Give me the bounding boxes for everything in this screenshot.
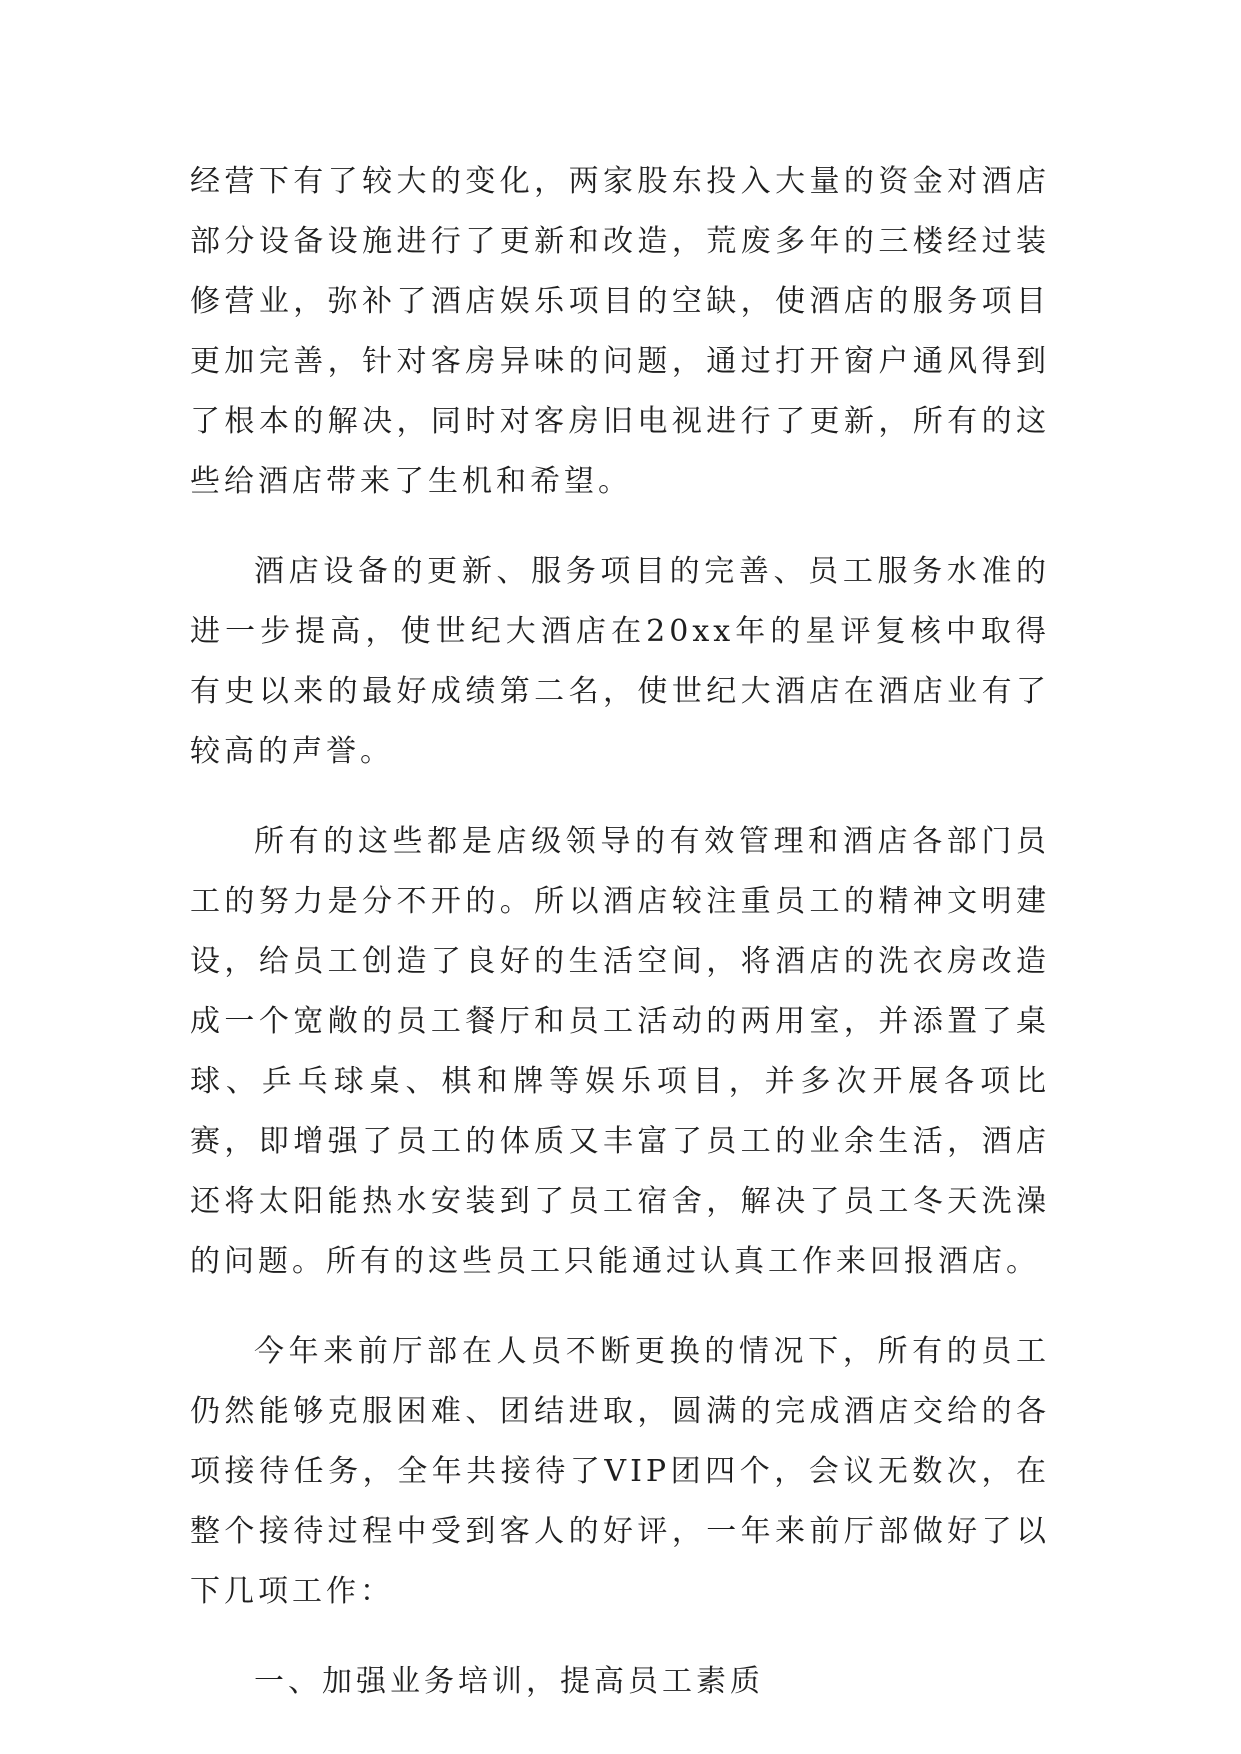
paragraph-1: 经营下有了较大的变化，两家股东投入大量的资金对酒店部分设备设施进行了更新和改造，荒废多年的三楼经过装修营业，弥补了酒店娱乐项目的空缺，使酒店的服务项目更加完善，针对客房异味的问题，通过打开窗户通风得到了根本的解决，同时对客房旧电视进行了更新，所有的这些给酒店带来了生机和希望。 xyxy=(190,164,1050,499)
paragraph-2: 酒店设备的更新、服务项目的完善、员工服务水准的进一步提高，使世纪大酒店在20xx年的星评复核中取得有史以来的最好成绩第二名，使世纪大酒店在酒店业有了较高的声誉。 xyxy=(190,554,1050,769)
section-heading: 一、加强业务培训，提高员工素质 xyxy=(254,1664,764,1699)
paragraph-3: 所有的这些都是店级领导的有效管理和酒店各部门员工的努力是分不开的。所以酒店较注重员工的精神文明建设，给员工创造了良好的生活空间，将酒店的洗衣房改造成一个宽敞的员工餐厅和员工活动的两用室，并添置了桌球、乒乓球桌、棋和牌等娱乐项目，并多次开展各项比赛，即增强了员工的体质又丰富了员工的业余生活，酒店还将太阳能热水安装到了员工宿舍，解决了员工冬天洗澡的问题。所有的这些员工只能通过认真工作来回报酒店。 xyxy=(190,824,1050,1279)
document-page xyxy=(190,152,1050,1712)
paragraph-4: 今年来前厅部在人员不断更换的情况下，所有的员工仍然能够克服困难、团结进取，圆满的完成酒店交给的各项接待任务，全年共接待了VIP团四个，会议无数次，在整个接待过程中受到客人的好评，一年来前厅部做好了以下几项工作： xyxy=(190,1334,1050,1609)
